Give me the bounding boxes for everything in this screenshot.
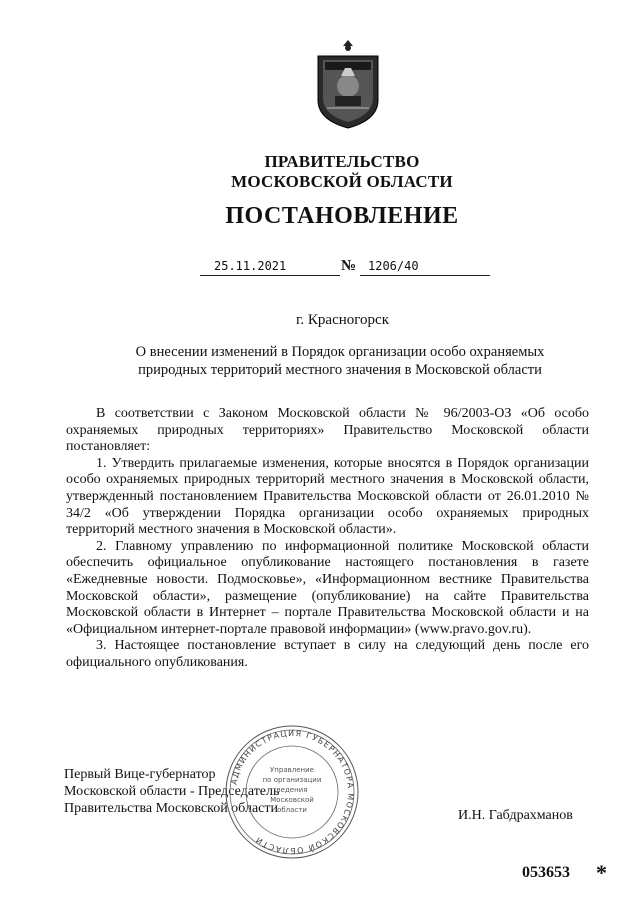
document-number: 1206/40: [368, 259, 419, 273]
signatory-title-line3: Правительства Московской области: [64, 801, 278, 816]
stamp-inner-line1: Управление: [270, 766, 314, 774]
official-stamp: [222, 722, 362, 862]
date-underline: [200, 275, 340, 276]
signatory-title-line1: Первый Вице-губернатор: [64, 767, 216, 782]
clause-1-paragraph: 1. Утвердить прилагаемые изменения, которые вносятся в Порядок организации особо охраняемых природных территорий местного значения в Московской области, утвержденный постановлением Правительства Московской области от 26.01.2010 № 34/2 «Об утверждении Порядка организации особо охраняемых природных территорий местного значения в Московской области».: [66, 455, 589, 538]
subject-line1: О внесении изменений в Порядок организации особо охраняемых: [135, 344, 545, 360]
form-serial-number: 053653: [522, 864, 570, 881]
registration-line: [200, 258, 490, 280]
clause-3-paragraph: 3. Настоящее постановление вступает в силу на следующий день после его официального опубликования.: [66, 638, 589, 670]
signatory-title-line2: Московской области - Председатель: [64, 784, 280, 799]
stamp-inner-line4: Московской: [270, 796, 314, 804]
stamp-inner-line3: ведения: [276, 786, 308, 794]
document-body: [66, 406, 589, 672]
stamp-inner-line5: области: [277, 806, 307, 814]
signatory-name: И.Н. Габдрахманов: [458, 808, 573, 823]
document-subject: [110, 343, 570, 379]
clause-2-paragraph: 2. Главному управлению по информационной политике Московской области обеспечить официальное опубликование настоящего постановления в газете «Ежедневные новости. Подмосковье», «Информационном вестнике Правительства Московской области», размещение (опубликование) на сайте Правительства Московской области в Интернет – портале Правительства Московской области и на «Официальном интернет-портале правовой информации» (www.pravo.gov.ru).: [66, 538, 589, 637]
org-name-line1: ПРАВИТЕЛЬСТВО: [264, 152, 420, 171]
number-sign: №: [341, 258, 357, 274]
preamble-paragraph: В соответствии с Законом Московской области № 96/2003-ОЗ «Об особо охраняемых природных территориях» Правительство Московской области постановляет:: [66, 406, 589, 455]
stamp-ring-text: АДМИНИСТРАЦИЯ ГУБЕРНАТОРА МОСКОВСКОЙ ОБЛАСТИ: [229, 728, 356, 856]
org-name-line2: МОСКОВСКОЙ ОБЛАСТИ: [231, 172, 453, 191]
asterisk-mark: *: [596, 860, 607, 885]
place-of-issue: г. Красногорск: [295, 312, 390, 328]
document-date: 25.11.2021: [214, 259, 287, 273]
coat-of-arms-emblem: [313, 38, 383, 130]
number-underline: [360, 275, 490, 276]
document-type-heading: ПОСТАНОВЛЕНИЕ: [225, 203, 459, 229]
subject-line2: природных территорий местного значения в Московской области: [138, 362, 542, 378]
stamp-inner-line2: по организации: [262, 776, 322, 784]
